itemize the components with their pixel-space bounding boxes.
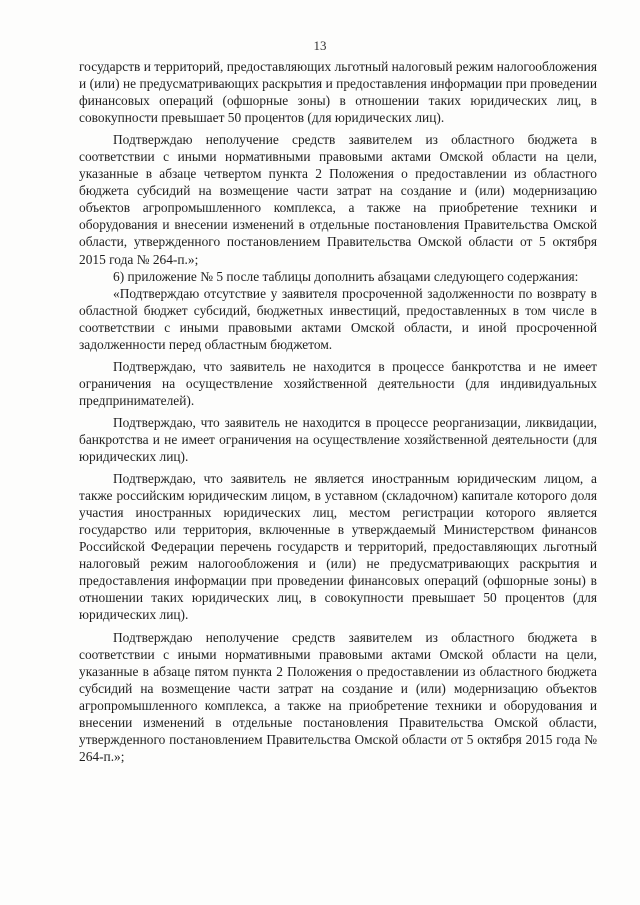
paragraph-no-overdue-debt: «Подтверждаю отсутствие у заявителя просроченной задолженности по возврату в областной бюджет субсидий, бюджетных инвестиций, предоставленных в том числе в соответствии с иными правовыми актами Омской области, и иной просроченной задолженности перед областным бюджетом. bbox=[79, 285, 597, 352]
paragraph-amendment-6: 6) приложение № 5 после таблицы дополнить абзацами следующего содержания: bbox=[113, 268, 579, 284]
page-number: 13 bbox=[313, 38, 327, 53]
document-body bbox=[79, 58, 597, 765]
paragraph-no-bankruptcy-ip: Подтверждаю, что заявитель не находится в процессе банкротства и не имеет ограничения на осуществление хозяйственной деятельности (для индивидуальных предпринимателей). bbox=[79, 358, 597, 408]
paragraph-continuation: государств и территорий, предоставляющих льготный налоговый режим налогообложения и (или) не предусматривающих раскрытия и предоставления информации при проведении финансовых операций (офшорные зоны) в отношении таких юридических лиц, в совокупности превышает 50 процентов (для юридических лиц). bbox=[79, 59, 597, 126]
paragraph-nonreceipt-clause-4: Подтверждаю неполучение средств заявителем из областного бюджета в соответствии с иными нормативными правовыми актами Омской области на цели, указанные в абзаце четвертом пункта 2 Положения о предоставлении из областного бюджета субсидий на возмещение части затрат на создание и (или) модернизацию объектов агропромышленного комплекса, а также на приобретение техники и оборудования и внесении изменений в отдельные постановления Правительства Омской области, утвержденного постановлением Правительства Омской области от 5 октября 2015 года № 264-п.»; bbox=[79, 132, 597, 267]
paragraph-no-reorganization: Подтверждаю, что заявитель не находится в процессе реорганизации, ликвидации, банкротства и не имеет ограничения на осуществление хозяйственной деятельности (для юридических лиц). bbox=[79, 414, 597, 465]
paragraph-nonreceipt-clause-5: Подтверждаю неполучение средств заявителем из областного бюджета в соответствии с иными нормативными правовыми актами Омской области на цели, указанные в абзаце пятом пункта 2 Положения о предоставлении из областного бюджета субсидий на возмещение части затрат на создание и (или) модернизацию объектов агропромышленного комплекса, а также на приобретение техники и оборудования и внесении изменений в отдельные постановления Правительства Омской области, утвержденного постановлением Правительства Омской области от 5 октября 2015 года № 264-п.»; bbox=[79, 629, 597, 764]
paragraph-not-foreign-entity: Подтверждаю, что заявитель не является иностранным юридическим лицом, а также российским юридическим лицом, в уставном (складочном) капитале которого доля участия иностранных юридических лиц, местом регистрации которого является государство или территория, включенные в утверждаемый Министерством финансов Российской Федерации перечень государств и территорий, предоставляющих льготный налоговый режим налогообложения и (или) не предусматривающих раскрытия и предоставления информации при проведении финансовых операций (офшорные зоны) в отношении таких юридических лиц, в совокупности превышает 50 процентов (для юридических лиц). bbox=[79, 471, 597, 623]
